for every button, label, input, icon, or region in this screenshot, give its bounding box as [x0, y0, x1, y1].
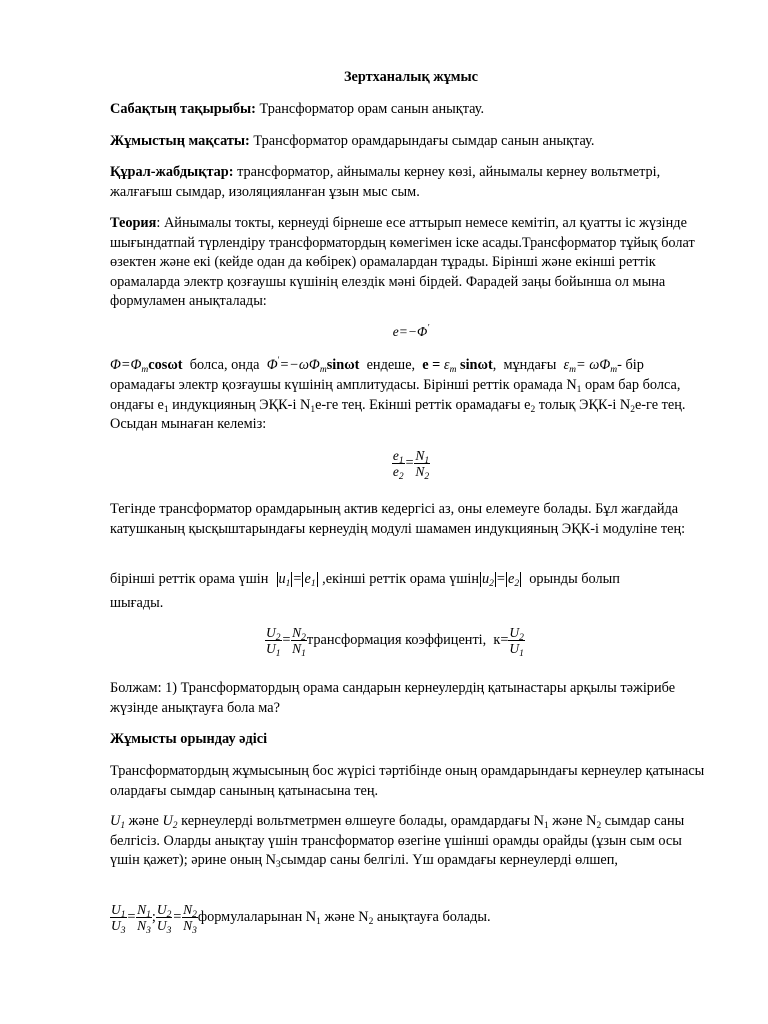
document-title: Зертханалық жұмыс	[343, 69, 479, 85]
method-paragraph: Трансформатордың жұмысының бос жүрісі тәртібінде оның орамдарындағы кернеулер қатынасы олардағы сымдар санының қатынасына тең.	[110, 763, 705, 799]
emf-ratio-formula: $\frac{e_1}{e_2}$ = $\frac{N_1}{N_2}$	[392, 448, 430, 482]
theory-label: Теория	[110, 215, 157, 231]
theory-text: : Айнымалы токты, кернеуді бірнеше есе аттырып немесе кемітіп, ал қуатты іс жүзінде шығындатпай түрлендіру трансформатордың көмегімен іске асады.Трансформатор тұйық болат өзектен және екі (кейде одан да көбірек) орамалардан тұрады. Бірінші және екінші реттік орамаларда электр қозғаушы күшінің елездік мәні бірдей. Фарадей заңы бойынша ол мына формуламен анықталады:	[110, 215, 695, 309]
equipment-label: Құрал-жабдықтар:	[110, 164, 234, 180]
equipment-text: трансформатор, айнымалы кернеу көзі, айнымалы кернеу вольтметрі, жалғағыш сымдар, изоляцияланған ұзын мыс сым.	[110, 164, 661, 200]
modulus-paragraph: бірінші реттік орама үшін $u_1 = e_1$ ,екінші реттік орама үшін $u_2 = e_2$ орынды болып	[110, 571, 620, 589]
topic-label: Сабақтың тақырыбы:	[110, 101, 256, 117]
topic-text: Трансформатор орам санын анықтау.	[255, 101, 485, 117]
hypothesis-paragraph: Болжам: 1) Трансформатордың орама сандарын кернеулердің қатынастары арқылы тәжірибе жүзінде анықтауға бола ма?	[110, 680, 676, 716]
ideal-paragraph: Тегінде трансформатор орамдарының актив кедергісі аз, оны елемеуге болады. Бұл жағдайда катушканың қысқыштарындағы кернеудің модулі шамамен индукцияның ЭҚК-і модуліне тең:	[110, 501, 686, 537]
theory-paragraph	[110, 214, 712, 312]
modulus-paragraph-end: шығады.	[110, 595, 164, 611]
equipment-paragraph	[110, 163, 712, 202]
goal-label: Жұмыстың мақсаты:	[110, 133, 250, 149]
amplitude-paragraph: орамадағы электр қозғаушы күшінің амплитудасы. Бірінші реттік орамада $N_1$ орам бар болса, ондағы $e_1$ индукцияның ЭҚК-і $N_1e-ге$ тең. Екінші реттік орамадағы $e_2$ толық ЭҚК-і $N_2e-ге$ тең. Осыдан мынаған келеміз:	[110, 377, 686, 432]
measure-paragraph: $U_1$ және $U_2$ кернеулерді вольтметрмен өлшеуге болады, орамдардағы $N_1$ және $N_2$ сымдар саны белгісіз. Оларды анықтау үшін трансформатор өзегіне үшінші орамды орайды (ұзын сым осы үшін қажет); әрине оның $N_3сымдар$ саны белгілі. Үш орамдағы кернеулерді өлшеп,	[110, 813, 685, 870]
topic-paragraph	[110, 100, 712, 120]
goal-paragraph	[110, 132, 712, 152]
transformation-formula: $\frac{U_2}{U_1}$ = $\frac{N_2}{N_1}$ трансформация коэффиценті, к= $\frac{U_2}{U_1}$	[266, 625, 524, 659]
final-formula: $\frac{U_1}{U_3}$ = $\frac{N_1}{N_3}$ ; $\frac{U_2}{U_3}$ = $\frac{N_2}{N_3}$ формулаларынан $N_1$ және $N_2$ анықтауға болады.	[111, 902, 491, 936]
faraday-formula: e=−Φ′	[392, 322, 430, 339]
method-title: Жұмысты орындау әдісі	[110, 731, 268, 747]
flux-line: $\Phi=\Phi_m\cos\omega t$ болса, онда $\Phi'=-\omega\Phi_m\sin\omega t$ ендеше, $e = \varepsilon_m$ sinωt, мұндағы $\varepsilon_m= \omega\Phi_m-$ бір	[110, 355, 644, 375]
goal-text: Трансформатор орамдарындағы сымдар санын анықтау.	[249, 133, 595, 149]
